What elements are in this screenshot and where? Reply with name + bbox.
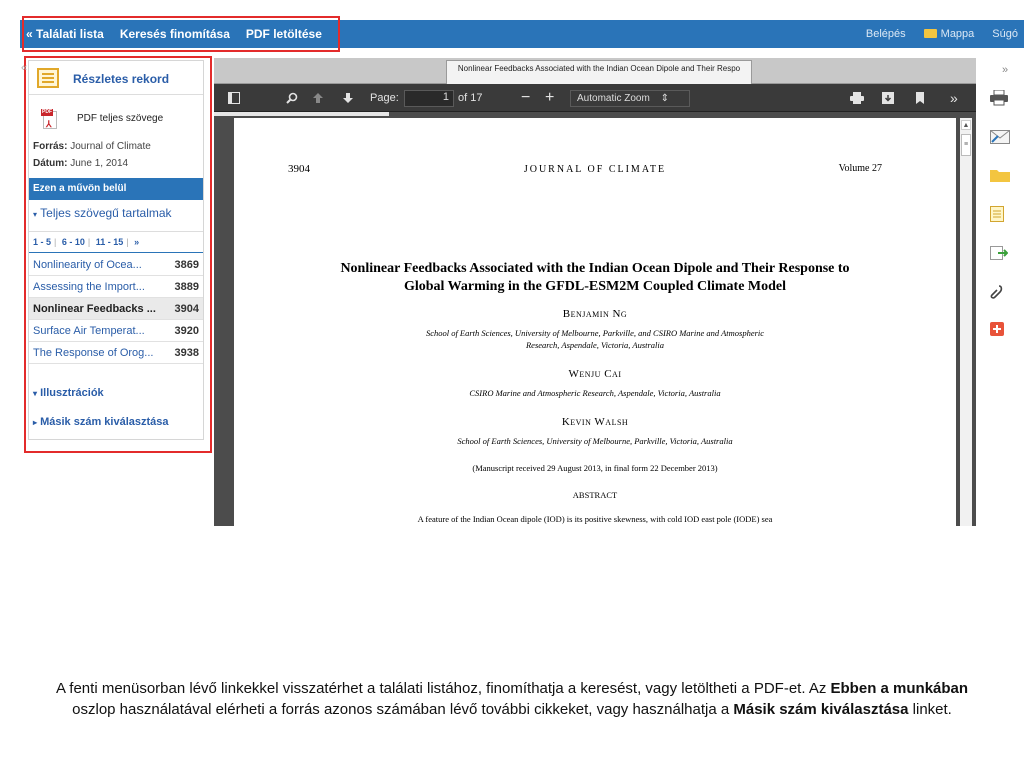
folder-link-label: Mappa — [940, 28, 975, 40]
article-page: 3889 — [174, 280, 199, 293]
article-title: Nonlinear Feedbacks ... — [33, 302, 156, 315]
article-page: 3938 — [174, 346, 199, 359]
scroll-thumb[interactable]: ≡ — [961, 134, 971, 156]
date-label: Dátum: — [33, 158, 68, 169]
pager-next[interactable]: » — [134, 237, 140, 247]
article-title[interactable]: Nonlinearity of Ocea... — [33, 258, 142, 271]
doc-author: Benjamin Ng — [562, 308, 628, 320]
zoom-out-icon[interactable]: − — [521, 89, 531, 106]
viewer-tabbar — [214, 58, 976, 84]
doc-abstract-text: A feature of the Indian Ocean dipole (IOD) is its positive skewness, with cold IOD east pole (IODE) sea — [417, 514, 773, 524]
login-link[interactable]: Belépés — [865, 28, 906, 40]
help-link[interactable]: Súgó — [992, 28, 1018, 40]
collapse-sidebar-icon[interactable]: « — [21, 62, 28, 74]
zoom-value: Automatic Zoom — [577, 92, 650, 104]
doc-affiliation: School of Earth Sciences, University of Melbourne, Parkville, Victoria, Australia — [457, 436, 733, 446]
next-page-icon[interactable] — [342, 84, 354, 112]
doc-volume: Volume 27 — [838, 163, 882, 174]
article-title[interactable]: The Response of Orog... — [33, 346, 154, 359]
results-list-link[interactable]: « Találati lista — [26, 27, 104, 41]
previous-page-icon[interactable] — [312, 84, 324, 112]
other-issue-label: Másik szám kiválasztása — [40, 416, 169, 428]
caret-right-icon: ▸ — [33, 418, 38, 427]
page-scrollbar[interactable] — [960, 118, 972, 526]
article-page: 3904 — [174, 302, 199, 315]
article-title[interactable]: Surface Air Temperat... — [33, 324, 145, 337]
page-label: Page: — [370, 92, 399, 104]
doc-affiliation: CSIRO Marine and Atmospheric Research, Aspendale, Victoria, Australia — [469, 388, 721, 398]
doc-author: Kevin Walsh — [561, 416, 629, 428]
doc-page-number: 3904 — [288, 163, 310, 175]
zoom-select[interactable] — [570, 84, 690, 112]
tools-more-icon[interactable]: » — [950, 90, 958, 106]
refine-search-link[interactable]: Keresés finomítása — [119, 27, 230, 41]
article-page: 3920 — [174, 324, 199, 337]
caption-bold: Másik szám kiválasztása — [733, 701, 909, 718]
pager-page-3[interactable]: 11 - 15 — [95, 237, 124, 247]
save-to-folder-icon[interactable] — [990, 168, 1010, 186]
zoom-select-display — [570, 90, 690, 107]
page-number-field[interactable] — [404, 84, 454, 112]
pdf-page — [234, 118, 956, 526]
top-menu-highlight-frame — [22, 16, 340, 52]
bookmark-icon[interactable] — [916, 84, 924, 112]
find-icon[interactable] — [286, 84, 298, 112]
toc-toggle-label: Teljes szövegű tartalmak — [40, 206, 172, 220]
pdf-download-link[interactable]: PDF letöltése — [245, 27, 322, 41]
folder-icon — [924, 29, 937, 38]
article-pager: 1 - 5 | 6 - 10 | 11 - 15 | » — [29, 231, 203, 253]
sidebar-toggle-icon[interactable] — [228, 84, 240, 112]
tools-sidebar — [980, 58, 1024, 358]
top-menu-right — [848, 20, 1018, 48]
caption-text: linket. — [908, 701, 952, 718]
instruction-caption — [40, 678, 984, 720]
doc-title-line-2: Global Warming in the GFDL-ESM2M Coupled Climate Model — [403, 279, 787, 294]
illustrations-label: Illusztrációk — [40, 387, 104, 399]
cite-tool-icon[interactable] — [990, 206, 1010, 224]
caret-down-icon: ▾ — [33, 389, 38, 398]
page-number-value: 1 — [404, 90, 454, 107]
pager-page-2[interactable]: 6 - 10 — [61, 237, 85, 247]
email-tool-icon[interactable] — [990, 130, 1010, 148]
share-add-icon[interactable] — [990, 322, 1010, 340]
detailed-record-title[interactable]: Részletes rekord — [73, 72, 170, 86]
permalink-icon[interactable] — [990, 284, 1010, 302]
doc-journal-name: JOURNAL OF CLIMATE — [523, 164, 667, 175]
article-title[interactable]: Assessing the Import... — [33, 280, 145, 293]
caption-text: oszlop használatával elérheti a forrás azonos számában lévő további cikkeket, vagy használhatja a — [72, 701, 734, 718]
doc-affiliation: School of Earth Sciences, University of Melbourne, Parkville, and CSIRO Marine and Atmospheric — [425, 328, 765, 338]
caption-text: A fenti menüsorban lévő linkekkel visszatérhet a találati listához, finomíthatja a keresést, vagy letöltheti a PDF-et. Az — [55, 680, 831, 697]
load-progress-bar — [214, 112, 389, 116]
print-icon[interactable] — [850, 84, 864, 112]
doc-abstract-heading: ABSTRACT — [572, 490, 618, 500]
select-arrows-icon: ⇕ — [660, 92, 669, 104]
folder-link[interactable] — [924, 28, 975, 40]
pdf-viewer — [214, 58, 976, 526]
pdf-full-text-link[interactable]: PDF teljes szövege — [77, 113, 164, 124]
pager-page-1[interactable]: 1 - 5 — [33, 237, 52, 247]
caption-bold: Ebben a munkában — [830, 680, 969, 697]
export-tool-icon[interactable] — [990, 246, 1010, 264]
document-tab[interactable]: Nonlinear Feedbacks Associated with the Indian Ocean Dipole and Their Respo — [446, 60, 752, 84]
expand-tools-icon[interactable]: » — [1002, 64, 1009, 76]
zoom-in-icon[interactable]: + — [545, 89, 555, 106]
scroll-up-icon[interactable]: ▲ — [962, 122, 970, 129]
pdf-icon[interactable]: PDF ⅄ — [41, 109, 57, 129]
sidebar-highlight-frame — [24, 56, 212, 453]
doc-author: Wenju Cai — [568, 368, 622, 380]
doc-affiliation: Research, Aspendale, Victoria, Australia — [525, 340, 665, 350]
date-value: June 1, 2014 — [70, 158, 129, 169]
source-value: Journal of Climate — [70, 141, 151, 152]
source-label: Forrás: — [33, 141, 68, 152]
doc-manuscript-dates: (Manuscript received 29 August 2013, in final form 22 December 2013) — [472, 463, 718, 473]
download-icon[interactable] — [882, 84, 894, 112]
article-page: 3869 — [174, 258, 199, 271]
doc-title — [234, 260, 956, 296]
page-count: of 17 — [458, 92, 483, 104]
viewer-toolbar — [214, 84, 976, 112]
doc-title-line-1: Nonlinear Feedbacks Associated with the Indian Ocean Dipole and Their Response to — [340, 261, 850, 276]
within-work-header: Ezen a művön belül — [29, 178, 203, 200]
print-tool-icon[interactable] — [990, 90, 1010, 108]
caret-down-icon: ▾ — [33, 210, 38, 219]
